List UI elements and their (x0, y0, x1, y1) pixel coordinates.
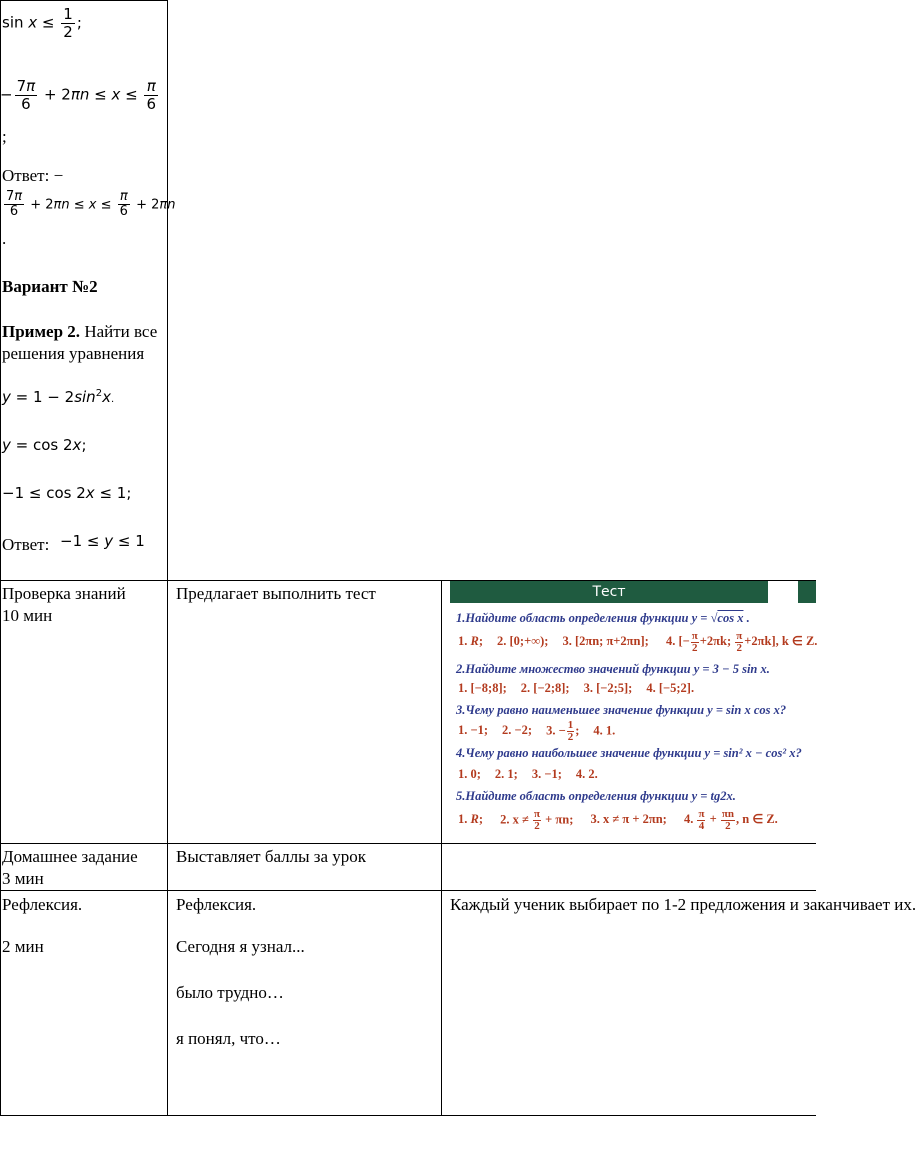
table-border-left (0, 0, 1, 1116)
home-title: Домашнее задание 3 мин (2, 847, 138, 888)
reflection-students-text: Каждый ученик выбирает по 1-2 предложения и заканчивает их. (450, 895, 917, 914)
reflection-title: Рефлексия. (2, 895, 83, 914)
reflection-teacher-title: Рефлексия. (176, 895, 257, 914)
example-text: Пример 2. Найти все решения уравнения (2, 322, 158, 363)
table-border-col1 (167, 0, 168, 1116)
table-row-divider-2 (0, 843, 816, 844)
test-question-3: 3.Чему равно наименьшее значение функции y = sin x cos x? (456, 703, 787, 717)
answer2-label: Ответ: (2, 535, 50, 554)
equation-y-cos: y = cos 2x; (2, 436, 87, 454)
dot-text: . (2, 229, 7, 248)
table-border-bottom (0, 1115, 816, 1116)
answer-expression: $\frac{7\pi}{6}$ + 2πn ≤ x ≤ $\frac{\pi}{6}$ + 2πn (6, 189, 176, 220)
equation-interval: − $\frac{7\pi}{6}$ + 2πn ≤ x ≤ $\frac{\pi}{6}$ (0, 77, 157, 113)
answer2-expression: −1 ≤ y ≤ 1 (60, 532, 145, 550)
test-answers-2: 1. [−8;8]; 2. [−2;8]; 3. [−2;5]; 4. [−5;2]. (458, 681, 695, 695)
table-border-top (0, 0, 168, 1)
reflection-prompt-1: Сегодня я узнал... (176, 937, 305, 956)
test-question-1: 1.Найдите область определения функции y = √cos x . (456, 611, 750, 625)
table-row-divider-3 (0, 890, 816, 891)
test-answers-5: 1. R; 2. x ≠ $\frac{\pi}{2}$ + πn; 3. x ≠ π + 2πn; 4. $\frac{\pi}{4}$ + $\frac{\pi n}{2}$ , n ∈ Z. (458, 808, 778, 832)
test-question-2: 2.Найдите множество значений функции y = 3 − 5 sin x. (456, 662, 770, 676)
semicolon-text: ; (2, 127, 7, 146)
test-header: Тест (450, 581, 768, 603)
reflection-time: 2 мин (2, 937, 44, 956)
home-teacher-text: Выставляет баллы за урок (176, 847, 367, 866)
test-question-5: 5.Найдите область определения функции y = tg2x. (456, 789, 736, 803)
reflection-prompt-3: я понял, что… (176, 1029, 281, 1048)
test-answers-1: 1. R; 2. [0;+∞); 3. [2πn; π+2πn]; 4. [− $\frac{\pi}{2}$ +2πk; $\frac{\pi}{2}$ +2πk], k ∈ Z. (458, 630, 818, 654)
table-border-col2 (441, 580, 442, 1116)
test-header-edge (798, 581, 816, 603)
test-answers-4: 1. 0; 2. 1; 3. −1; 4. 2. (458, 767, 598, 781)
check-title: Проверка знаний 10 мин (2, 584, 126, 625)
test-question-4: 4.Чему равно наибольшее значение функции y = sin² x − cos² x? (456, 746, 802, 760)
equation-sin-inequality: sin x ≤ $\frac{1}{2}$ ; (2, 5, 82, 41)
test-image (448, 581, 816, 843)
equation-cos-range: −1 ≤ cos 2x ≤ 1; (2, 484, 132, 502)
check-teacher-text: Предлагает выполнить тест (176, 584, 376, 603)
answer-label: Ответ: − (2, 166, 64, 185)
variant-heading: Вариант №2 (2, 277, 98, 296)
test-answers-3: 1. −1; 2. −2; 3. − $\frac{1}{2}$ ; 4. 1. (458, 719, 616, 743)
equation-y-sin: $y = 1 - 2\sin^2x$. (2, 388, 115, 406)
reflection-prompt-2: было трудно… (176, 983, 284, 1002)
